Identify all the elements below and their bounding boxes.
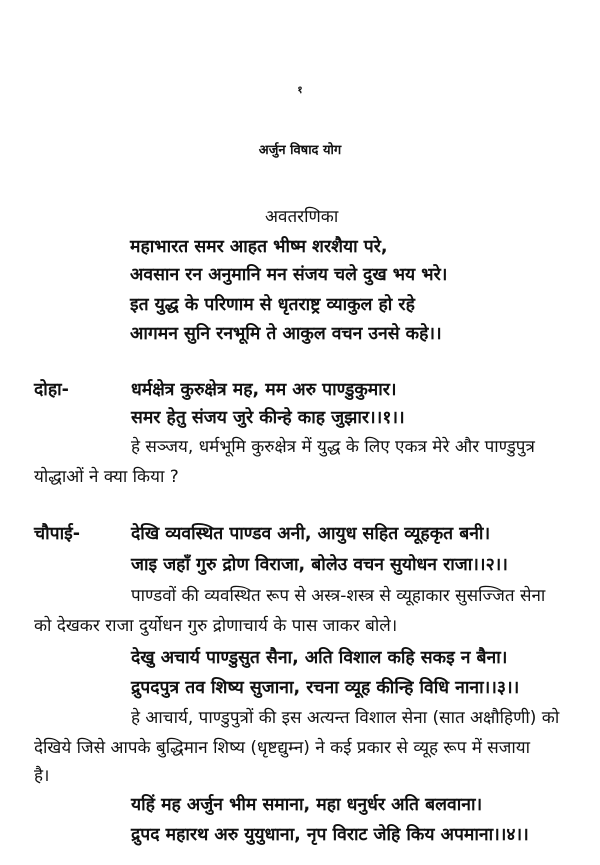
verse-line: जाइ जहाँ गुरु द्रोण विराजा, बोलेउ वचन सुयोधन राजा।।२।। — [131, 555, 508, 575]
prose-line: है। — [34, 766, 50, 786]
verse-line: देखि व्यवस्थित पाण्डव अनी, आयुध सहित व्यूहकृत बनी। — [131, 524, 491, 544]
prose-line: पाण्डवों की व्यवस्थित रूप से अस्त्र-शस्त्र से व्यूहाकार सुसज्जित सेना — [131, 586, 546, 606]
intro-line: अवसान रन अनुमानि मन संजय चले दुख भय भरे। — [130, 265, 448, 285]
verse-line: देखु अचार्य पाण्डुसुत सैना, अति विशाल कहि सकइ न बैना। — [131, 648, 508, 668]
verse-line: द्रुपदपुत्र तव शिष्य सुजाना, रचना व्यूह कीन्हि विधि नाना।।३।। — [131, 678, 520, 698]
chaupai-label: चौपाई- — [34, 524, 80, 544]
prose-line: हे सञ्जय, धर्मभूमि कुरुक्षेत्र में युद्ध के लिए एकत्र मेरे और पाण्डुपुत्र — [131, 437, 535, 457]
doha-label: दोहा- — [34, 380, 69, 400]
chapter-number: १ — [297, 85, 303, 96]
intro-line: आगमन सुनि रनभूमि ते आकुल वचन उनसे कहे।। — [130, 324, 442, 344]
verse-line: समर हेतु संजय जुरे कीन्हे काह जुझार।।१।। — [131, 408, 405, 428]
verse-line: धर्मक्षेत्र कुरुक्षेत्र मह, मम अरु पाण्डुकुमार। — [131, 380, 397, 400]
intro-line: इत युद्ध के परिणाम से धृतराष्ट्र व्याकुल हो रहे — [130, 295, 415, 315]
chapter-title: अर्जुन विषाद योग — [258, 143, 342, 158]
verse-line: द्रुपद महारथ अरु युयुधाना, नृप विराट जेहि किय अपमाना।।४।। — [131, 825, 529, 845]
verse-line: यहिं मह अर्जुन भीम समाना, महा धनुर्धर अति बलवाना। — [131, 795, 483, 815]
prose-line: को देखकर राजा दुर्योधन गुरु द्रोणाचार्य के पास जाकर बोले। — [34, 616, 398, 636]
intro-line: महाभारत समर आहत भीष्म शरशैया परे, — [130, 237, 388, 257]
prose-line: देखिये जिसे आपके बुद्धिमान शिष्य (धृष्टद्युम्न) ने कई प्रकार से व्यूह रूप में सजाया — [34, 738, 531, 758]
prose-line: योद्धाओं ने क्या किया ? — [34, 467, 179, 487]
intro-heading: अवतरणिका — [265, 207, 339, 227]
prose-line: हे आचार्य, पाण्डुपुत्रों की इस अत्यन्त विशाल सेना (सात अक्षौहिणी) को — [131, 708, 560, 728]
